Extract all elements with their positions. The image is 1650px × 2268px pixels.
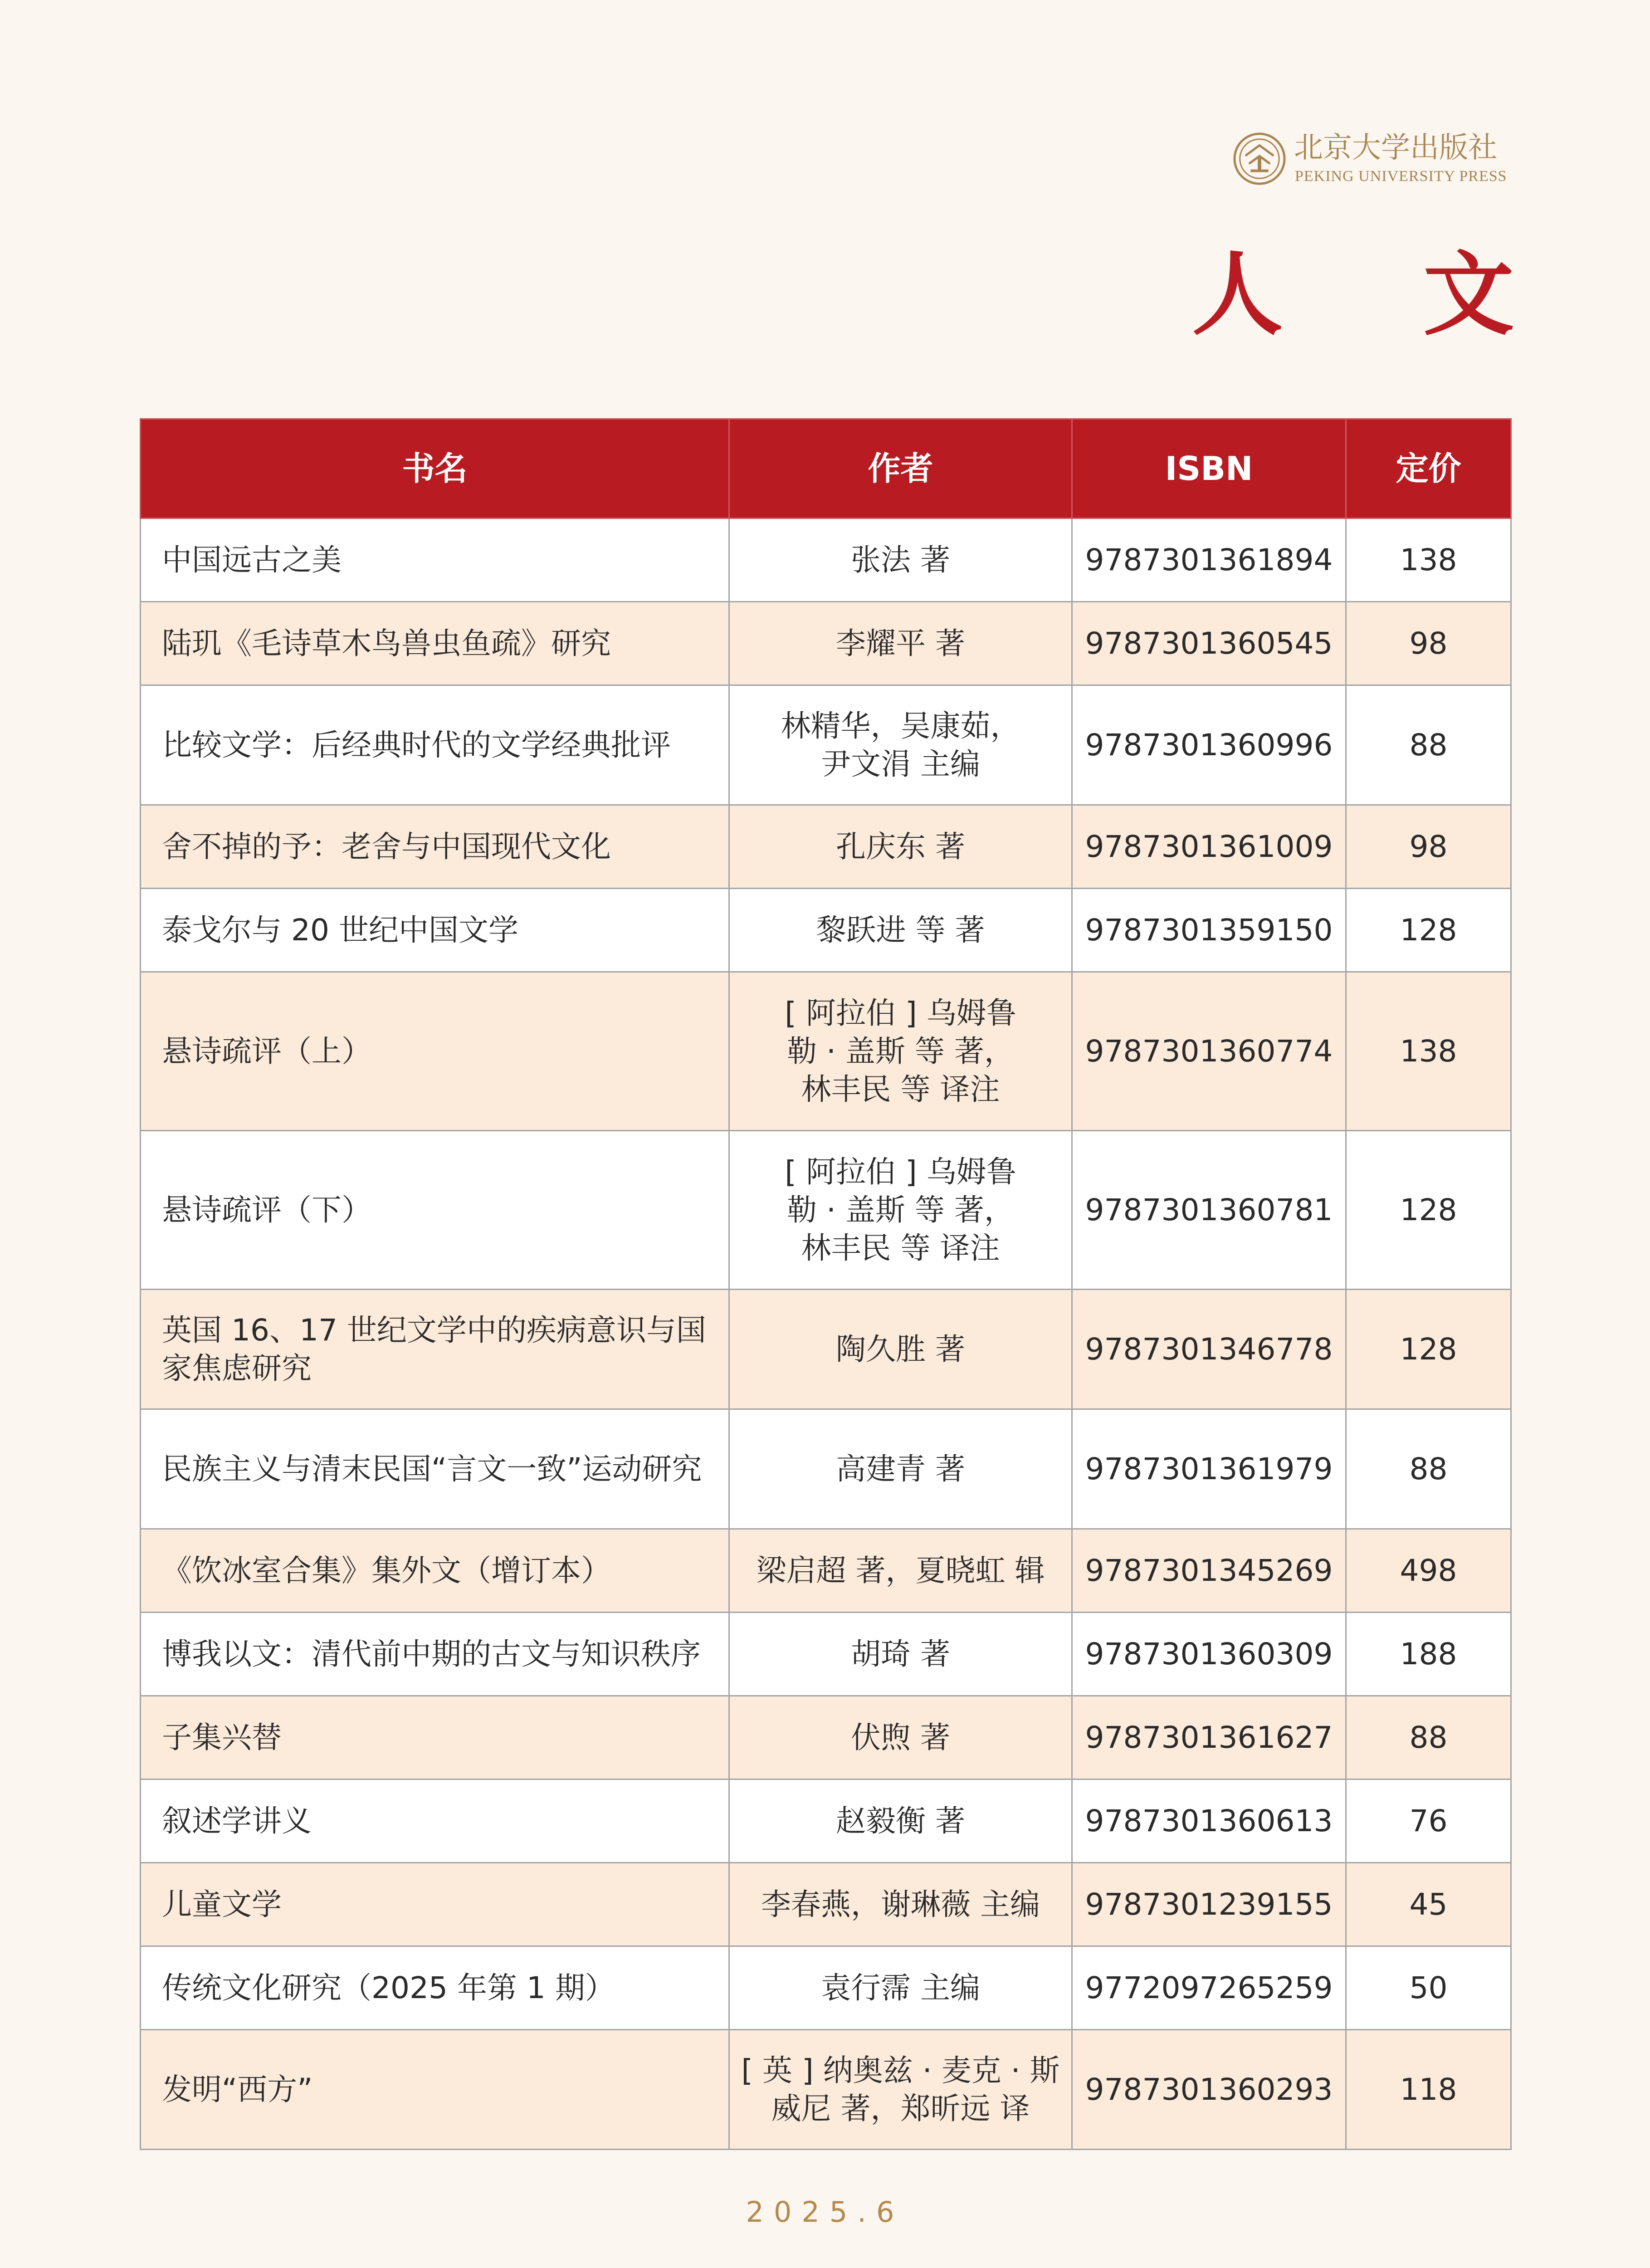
book-isbn-cell: 9787301345269 xyxy=(1072,1529,1346,1613)
book-author-cell: 张法 著 xyxy=(729,518,1072,602)
book-author-cell: 梁启超 著，夏晓虹 辑 xyxy=(729,1529,1072,1613)
book-isbn-cell: 9787301360781 xyxy=(1072,1131,1346,1290)
book-author-cell: 黎跃进 等 著 xyxy=(729,889,1072,972)
book-isbn-cell: 9787301360545 xyxy=(1072,602,1346,685)
table-header-row xyxy=(141,419,1511,518)
book-author-cell: 李春燕，谢琳薇 主编 xyxy=(729,1863,1072,1946)
book-title-cell: 悬诗疏评（上） xyxy=(141,972,729,1131)
column-header-isbn: ISBN xyxy=(1072,419,1346,518)
book-author-cell: [ 英 ] 纳奥兹 · 麦克 · 斯 威尼 著，郑昕远 译 xyxy=(729,2030,1072,2150)
book-author-cell: [ 阿拉伯 ] 乌姆鲁 勒 · 盖斯 等 著， 林丰民 等 译注 xyxy=(729,972,1072,1131)
book-isbn-cell: 9787301361627 xyxy=(1072,1696,1346,1779)
table-row xyxy=(141,1290,1511,1409)
table-row xyxy=(141,518,1511,602)
column-header-author: 作者 xyxy=(729,419,1072,518)
book-price-cell: 498 xyxy=(1346,1529,1511,1613)
table-row xyxy=(141,1613,1511,1696)
table-row xyxy=(141,602,1511,685)
book-title-cell: 《饮冰室合集》集外文（增订本） xyxy=(141,1529,729,1613)
book-price-cell: 188 xyxy=(1346,1613,1511,1696)
book-price-cell: 88 xyxy=(1346,1409,1511,1529)
table-row xyxy=(141,889,1511,972)
book-price-cell: 128 xyxy=(1346,1290,1511,1409)
book-price-cell: 88 xyxy=(1346,1696,1511,1779)
book-title-cell: 民族主义与清末民国“言文一致”运动研究 xyxy=(141,1409,729,1529)
book-isbn-cell: 9787301361979 xyxy=(1072,1409,1346,1529)
table-row xyxy=(141,1779,1511,1863)
book-isbn-cell: 9787301360309 xyxy=(1072,1613,1346,1696)
book-title-cell: 博我以文：清代前中期的古文与知识秩序 xyxy=(141,1613,729,1696)
book-title-cell: 悬诗疏评（下） xyxy=(141,1131,729,1290)
book-title-cell: 泰戈尔与 20 世纪中国文学 xyxy=(141,889,729,972)
column-header-title: 书名 xyxy=(141,419,729,518)
book-isbn-cell: 9787301360996 xyxy=(1072,685,1346,805)
book-title-cell: 陆玑《毛诗草木鸟兽虫鱼疏》研究 xyxy=(141,602,729,685)
book-price-cell: 88 xyxy=(1346,685,1511,805)
book-price-cell: 98 xyxy=(1346,805,1511,889)
table-row xyxy=(141,1409,1511,1529)
book-title-cell: 传统文化研究（2025 年第 1 期） xyxy=(141,1946,729,2030)
book-author-cell: 高建青 著 xyxy=(729,1409,1072,1529)
book-isbn-cell: 9772097265259 xyxy=(1072,1946,1346,2030)
table-row xyxy=(141,1863,1511,1946)
book-title-cell: 发明“西方” xyxy=(141,2030,729,2150)
book-list-table xyxy=(140,418,1512,2150)
column-header-price: 定价 xyxy=(1346,419,1511,518)
book-title-cell: 儿童文学 xyxy=(141,1863,729,1946)
book-price-cell: 50 xyxy=(1346,1946,1511,2030)
book-title-cell: 中国远古之美 xyxy=(141,518,729,602)
book-price-cell: 138 xyxy=(1346,972,1511,1131)
publisher-name-cn: 北京大学出版社 xyxy=(1294,131,1497,165)
book-price-cell: 138 xyxy=(1346,518,1511,602)
book-price-cell: 98 xyxy=(1346,602,1511,685)
book-author-cell: 李耀平 著 xyxy=(729,602,1072,685)
table-row xyxy=(141,1946,1511,2030)
book-title-cell: 叙述学讲义 xyxy=(141,1779,729,1863)
book-author-cell: 赵毅衡 著 xyxy=(729,1779,1072,1863)
book-title-cell: 比较文学：后经典时代的文学经典批评 xyxy=(141,685,729,805)
footer-date: 2025.6 xyxy=(746,2195,904,2229)
book-isbn-cell: 9787301360293 xyxy=(1072,2030,1346,2150)
book-author-cell: 伏煦 著 xyxy=(729,1696,1072,1779)
book-title-cell: 舍不掉的予：老舍与中国现代文化 xyxy=(141,805,729,889)
book-price-cell: 76 xyxy=(1346,1779,1511,1863)
book-author-cell: 袁行霈 主编 xyxy=(729,1946,1072,2030)
table-row xyxy=(141,685,1511,805)
publisher-name-en: PEKING UNIVERSITY PRESS xyxy=(1295,168,1507,185)
peking-university-emblem-icon xyxy=(1233,132,1286,186)
book-isbn-cell: 9787301359150 xyxy=(1072,889,1346,972)
book-author-cell: 林精华，吴康茹， 尹文涓 主编 xyxy=(729,685,1072,805)
book-price-cell: 128 xyxy=(1346,889,1511,972)
table-row xyxy=(141,1696,1511,1779)
book-isbn-cell: 9787301360774 xyxy=(1072,972,1346,1131)
table-row xyxy=(141,1131,1511,1290)
book-author-cell: [ 阿拉伯 ] 乌姆鲁 勒 · 盖斯 等 著， 林丰民 等 译注 xyxy=(729,1131,1072,1290)
book-price-cell: 128 xyxy=(1346,1131,1511,1290)
publisher-logo xyxy=(1233,129,1514,188)
book-title-cell: 子集兴替 xyxy=(141,1696,729,1779)
book-author-cell: 孔庆东 著 xyxy=(729,805,1072,889)
table-row xyxy=(141,1529,1511,1613)
table-row xyxy=(141,972,1511,1131)
book-isbn-cell: 9787301346778 xyxy=(1072,1290,1346,1409)
book-author-cell: 胡琦 著 xyxy=(729,1613,1072,1696)
section-title: 人 文 xyxy=(1192,241,1568,348)
book-isbn-cell: 9787301360613 xyxy=(1072,1779,1346,1863)
table-row xyxy=(141,805,1511,889)
table-row xyxy=(141,2030,1511,2150)
book-title-cell: 英国 16、17 世纪文学中的疾病意识与国家焦虑研究 xyxy=(141,1290,729,1409)
book-isbn-cell: 9787301239155 xyxy=(1072,1863,1346,1946)
book-author-cell: 陶久胜 著 xyxy=(729,1290,1072,1409)
book-isbn-cell: 9787301361009 xyxy=(1072,805,1346,889)
book-isbn-cell: 9787301361894 xyxy=(1072,518,1346,602)
book-price-cell: 45 xyxy=(1346,1863,1511,1946)
book-price-cell: 118 xyxy=(1346,2030,1511,2150)
